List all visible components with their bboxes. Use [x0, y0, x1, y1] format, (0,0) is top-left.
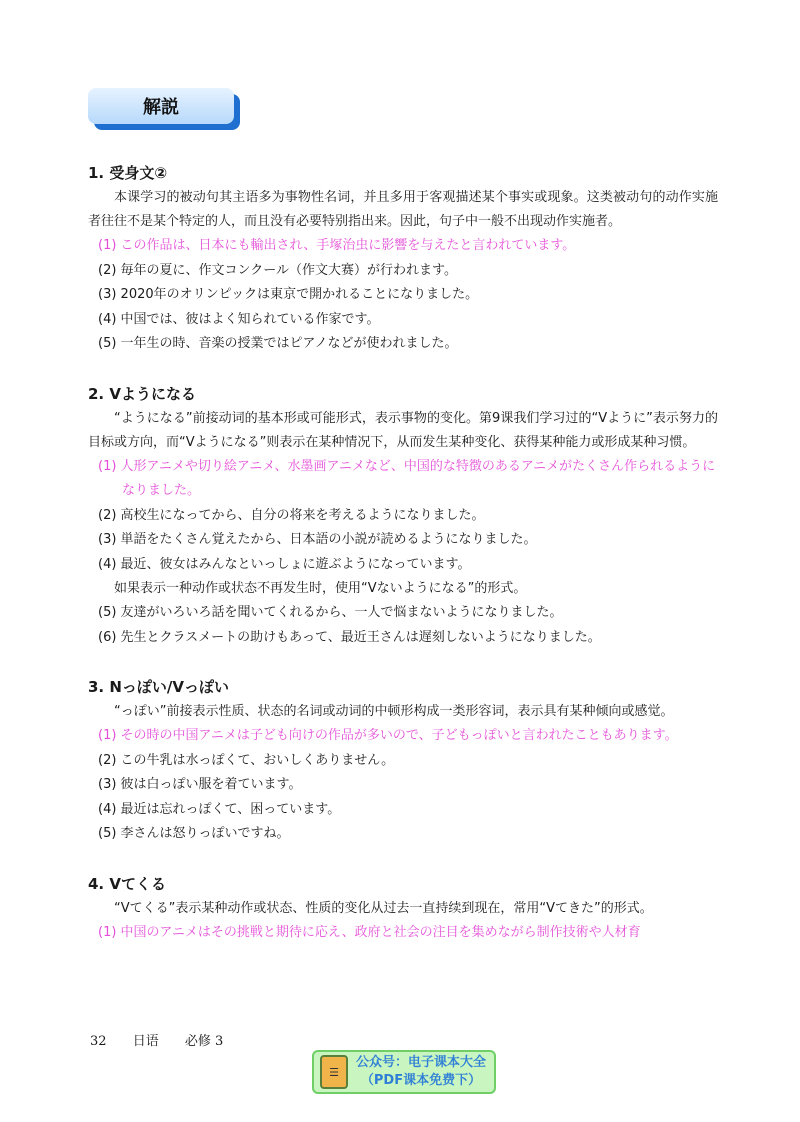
example-sentence: (5) 友達がいろいろ話を聞いてくれるから、一人で悩まないようになりました。 — [98, 605, 563, 620]
explanation-paragraph: “ようになる”前接动词的基本形或可能形式，表示事物的变化。第9课我们学习过的“Vように”表示努力的目标或方向，而“Vようになる”则表示在某种情况下，从而发生某种变化、获得某种能力或形成某种习惯。 — [88, 410, 718, 450]
explanation-paragraph: “っぽい”前接表示性质、状态的名词或动词的中顿形构成一类形容词，表示具有某种倾向或感觉。 — [114, 704, 674, 719]
example-sentence: (5) 一年生の時、音楽の授業ではピアノなどが使われました。 — [98, 336, 458, 351]
example-sentence: (2) 毎年の夏に、作文コンクール（作文大赛）が行われます。 — [98, 262, 457, 278]
page-heading: 解説 — [88, 88, 234, 124]
example-sentence: (4) 最近は忘れっぽくて、困っています。 — [98, 801, 341, 817]
example-sentence: (4) 中国では、彼はよく知られている作家です。 — [98, 311, 380, 327]
example-sentence: (3) 彼は白っぽい服を着ています。 — [98, 777, 302, 792]
explanation-paragraph: 如果表示一种动作或状态不再发生时，使用“Vないようになる”的形式。 — [114, 581, 527, 596]
example-sentence: (1) 人形アニメや切り絵アニメ、水墨画アニメなど、中国的な特徴のあるアニメがたくさん作られるようになりました。 — [98, 458, 716, 498]
section-1 — [88, 160, 718, 357]
example-sentence: (5) 李さんは怒りっぽいですね。 — [98, 826, 290, 841]
explanation-content — [88, 160, 718, 969]
example-sentence: (3) 単語をたくさん覚えたから、日本語の小説が読めるようになりました。 — [98, 532, 537, 547]
example-sentence: (1) その時の中国アニメは子ども向けの作品が多いので、子どもっぽいと言われたこともあります。 — [98, 728, 678, 743]
section-title: 1. 受身文② — [88, 164, 168, 182]
page-footer — [90, 1030, 245, 1049]
book-volume: 必修 3 — [184, 1034, 224, 1049]
example-sentence: (1) この作品は、日本にも輸出され、手塚治虫に影響を与えたと言われています。 — [98, 238, 576, 253]
stamp-line-2: （PDF课本免费下） — [360, 1073, 482, 1088]
section-title: 4. Vてくる — [88, 874, 166, 893]
stamp-line-1: 公众号：电子课本大全 — [355, 1055, 486, 1070]
section-2 — [88, 381, 718, 651]
explanation-paragraph: “Vてくる”表示某种动作或状态、性质的变化从过去一直持续到现在，常用“Vてきた”的形式。 — [114, 900, 653, 916]
heading-badge — [88, 88, 240, 130]
section-title: 2. Vようになる — [88, 384, 196, 403]
explanation-paragraph: 本课学习的被动句其主语多为事物性名词，并且多用于客观描述某个事实或现象。这类被动句的动作实施者往往不是某个特定的人，而且没有必要特别指出来。因此，句子中一般不出现动作实施者。 — [88, 190, 718, 229]
section-4 — [88, 871, 718, 946]
book-title: 日语 — [132, 1034, 159, 1049]
watermark-stamp — [312, 1050, 496, 1094]
example-sentence: (3) 2020年のオリンピックは東京で開かれることになりました。 — [98, 287, 479, 302]
page-number: 32 — [90, 1034, 107, 1049]
section-title: 3. Nっぽい/Vっぽい — [88, 678, 229, 696]
example-sentence: (1) 中国のアニメはその挑戦と期待に応え、政府と社会の注目を集めながら制作技術や人材育 — [98, 924, 641, 940]
example-sentence: (2) この牛乳は水っぽくて、おいしくありません。 — [98, 752, 395, 768]
section-3 — [88, 674, 718, 847]
stamp-text — [348, 1054, 494, 1090]
example-sentence: (6) 先生とクラスメートの助けもあって、最近王さんは遅刻しないようになりました。 — [98, 629, 601, 645]
example-sentence: (2) 高校生になってから、自分の将来を考えるようになりました。 — [98, 507, 485, 523]
book-icon: ☰ — [320, 1055, 348, 1089]
example-sentence: (4) 最近、彼女はみんなといっしょに遊ぶようになっています。 — [98, 556, 471, 572]
